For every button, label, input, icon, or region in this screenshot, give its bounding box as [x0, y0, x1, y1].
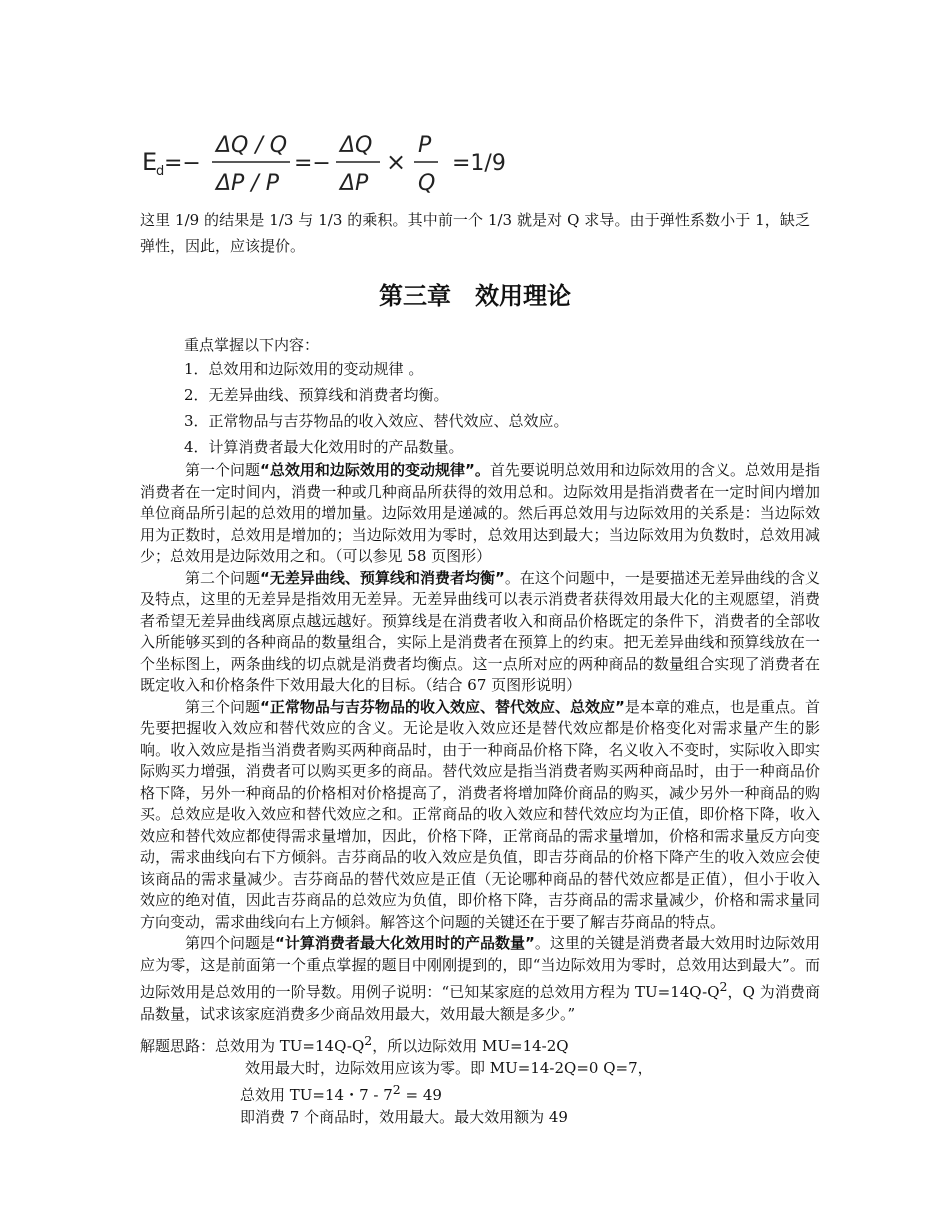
key-point-item: 4．计算消费者最大化效用时的产品数量。 [184, 438, 464, 456]
q1-prefix: 第一个问题 [185, 461, 261, 479]
formula-lhs-sub: d [156, 164, 165, 179]
key-point-item: 1．总效用和边际效用的变动规律 。 [184, 360, 424, 378]
q2-prefix: 第二个问题 [185, 568, 261, 587]
formula-frac3-num: P [418, 133, 432, 158]
q3-title: “正常物品与吉芬物品的收入效应、替代效应、总效应” [260, 697, 625, 716]
q4-text-a: 。这里的关键是消费者最大效用时边际效用应为零，这是前面第一个重点掌握的题目中刚刚提到的，即“当边际效用为零时，总效用达到最大”。而边际效用是总效用的一阶导数。用例子说明：“已知某家庭的总效用方程为 TU=14Q-Q [140, 934, 820, 1001]
formula-frac2-den: ΔP [340, 171, 369, 196]
formula-note: 这里 1/9 的结果是 1/3 与 1/3 的乘积。其中前一个 1/3 就是对 Q 求导。由于弹性系数小于 1，缺乏弹性，因此，应该提价。 [140, 211, 810, 255]
q4-prefix: 第四个问题是 [185, 934, 276, 952]
formula-eq2: =− [294, 151, 331, 176]
body-text [140, 460, 820, 1025]
formula-eq1: =− [164, 151, 201, 176]
q4-text-b: ，Q 为消费商品数量，试求该家庭消费多少商品效用最大，效用最大额是多少。” [140, 983, 820, 1023]
solution-line-3 [140, 1079, 653, 1107]
formula-frac2-num: ΔQ [340, 133, 373, 158]
solution-line-3-b: = 49 [400, 1086, 442, 1104]
q3-text: 是本章的难点，也是重点。首先要把握收入效应和替代效应的含义。无论是收入效应还是替代效应都是价格变化对需求量产生的影响。收入效应是指当消费者购买两种商品时，由于一种商品价格下降，名义收入不变时，实际收入即实际购买力增强，消费者可以购买更多的商品。替代效应是指当消费者购买两种商品时，由于一种商品价格下降，另外一种商品的价格相对价格提高了，消费者将增加降价商品的购买，减少另外一种商品的购买。总效应是收入效应和替代效应之和。正常商品的收入效应和替代效应均为正值，即价格下降，收入效应和替代效应都使得需求量增加，因此，价格下降，正常商品的需求量增加，价格和需求量反方向变动，需求曲线向右下方倾斜。吉芬商品的收入效应是负值，即吉芬商品的价格下降产生的收入效应会使该商品的需求量减少。吉芬商品的替代效应是正值（无论哪种商品的替代效应都是正值），但小于收入效应的绝对值，因此吉芬商品的总效应为负值，即价格下降，吉芬商品的需求量减少，价格和需求量同方向变动，需求曲线向右上方倾斜。解答这个问题的关键还在于要了解吉芬商品的特点。 [140, 697, 820, 931]
formula-frac1-num: ΔQ / Q [216, 133, 288, 158]
formula-result: =1/9 [452, 151, 506, 176]
key-points-lead: 重点掌握以下内容： [184, 336, 320, 354]
q1-text: 首先要说明总效用和边际效用的含义。总效用是指消费者在一定时间内，消费一种或几种商品所获得的效用总和。边际效用是指消费者在一定时间内增加单位商品所引起的总效用的增加量。边际效用是递减的。然后再总效用与边际效用的关系是：当边际效用为正数时，总效用是增加的；当边际效用为零时，总效用达到最大；当边际效用为负数时，总效用减少；总效用是边际效用之和。（可以参见 58 页图形） [140, 461, 820, 565]
formula-frac3-den: Q [418, 171, 436, 196]
elasticity-formula [140, 124, 530, 200]
question-4-paragraph [140, 933, 820, 1025]
solution-line-2: 效用最大时，边际效用应该为零。即 MU=14-2Q=0 Q=7， [245, 1058, 653, 1077]
solution-line-1-b: ，所以边际效用 MU=14-2Q [372, 1037, 569, 1055]
solution-line-3-sup: 2 [392, 1082, 401, 1097]
formula-lhs: E [142, 148, 158, 176]
key-point-item: 2．无差异曲线、预算线和消费者均衡。 [184, 386, 449, 404]
solution-line-1-a: 解题思路：总效用为 TU=14Q-Q [140, 1037, 365, 1055]
key-points-list [184, 356, 569, 460]
q3-prefix: 第三个问题 [185, 697, 261, 716]
solution-line-1-sup: 2 [364, 1033, 373, 1048]
solution-line-1 [140, 1030, 653, 1058]
question-1-paragraph [140, 460, 820, 568]
q4-title: “计算消费者最大化效用时的产品数量” [275, 934, 535, 952]
q2-title: “无差异曲线、预算线和消费者均衡” [260, 568, 505, 587]
solution-line-3-a: 总效用 TU=14・7 - 7 [240, 1086, 393, 1104]
chapter-title: 第三章 效用理论 [379, 282, 571, 310]
question-2-paragraph [140, 568, 820, 697]
formula-frac1-den: ΔP / P [216, 171, 279, 196]
q4-superscript: 2 [719, 979, 728, 994]
solution-block [140, 1030, 653, 1128]
question-3-paragraph [140, 697, 820, 934]
solution-line-4: 即消费 7 个商品时，效用最大。最大效用额为 49 [240, 1107, 568, 1126]
q2-text: 。在这个问题中，一是要描述无差异曲线的含义及特点，这里的无差异是指效用无差异。无差异曲线可以表示消费者获得效用最大化的主观愿望，消费者希望无差异曲线离原点越远越好。预算线是在消费者收入和商品价格既定的条件下，消费者的全部收入所能够买到的各种商品的数量组合，实际上是消费者在预算上的约束。把无差异曲线和预算线放在一个坐标图上，两条曲线的切点就是消费者均衡点。这一点所对应的两种商品的数量组合实现了消费者在既定收入和价格条件下效用最大化的目标。（结合 67 页图形说明） [140, 568, 820, 694]
formula-times: × [386, 148, 407, 176]
q1-title: “总效用和边际效用的变动规律”。 [260, 461, 490, 479]
key-point-item: 3．正常物品与吉芬物品的收入效应、替代效应、总效应。 [184, 412, 569, 430]
